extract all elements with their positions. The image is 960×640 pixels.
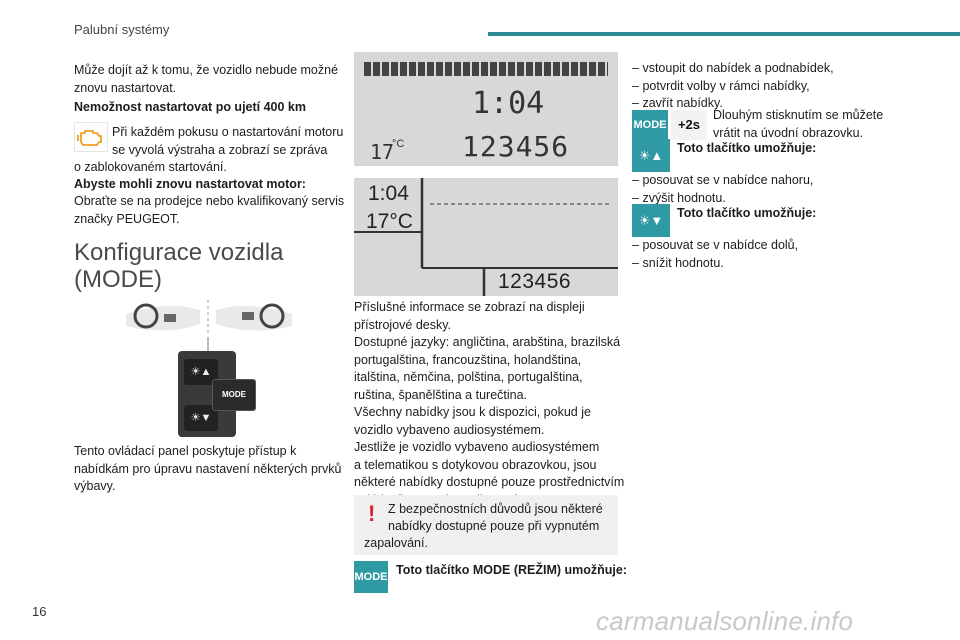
steering-wheel-illustration	[124, 298, 294, 338]
list-item: – posouvat se v nabídce dolů,	[632, 237, 798, 255]
text-line: přístrojové desky.	[354, 317, 452, 332]
lcd2-odometer: 123456	[498, 270, 572, 293]
list-item: – potvrdit volby v rámci nabídky,	[632, 78, 834, 96]
lights-up-button-icon: ☀▲	[632, 139, 670, 172]
list-item: – posouvat se v nabídce nahoru,	[632, 172, 813, 190]
lcd2-temp: 17°C	[366, 210, 413, 233]
section-title: Palubní systémy	[74, 22, 170, 37]
mode-button-icon: MODE	[354, 561, 388, 593]
safety-note-box	[354, 495, 618, 555]
text-line: Tento ovládací panel poskytuje přístup k	[74, 444, 297, 458]
control-panel-description	[74, 443, 342, 496]
page-number: 16	[32, 604, 47, 619]
text-line: nabídkám pro úpravu nastavení některých prvků	[74, 461, 342, 476]
intro-paragraph	[74, 62, 344, 97]
text-line: některé nabídky dostupné pouze prostřednictvím	[354, 475, 625, 489]
mode-functions-list	[632, 60, 834, 113]
text-line: vozidlo vybaveno audiosystémem.	[354, 422, 545, 437]
lcd-temp-unit: °C	[392, 138, 405, 150]
engine-warning-icon	[74, 122, 108, 152]
header-accent-bar	[488, 32, 960, 36]
lcd2-time: 1:04	[368, 182, 409, 205]
text-line: Jestliže je vozidlo vybaveno audiosystémem	[354, 440, 600, 454]
heading-line: Konfigurace vozidla	[74, 239, 284, 266]
text-line: Při každém pokusu o nastartování motoru	[112, 125, 344, 139]
restart-warning-text	[112, 124, 343, 159]
text-line: nabídky dostupné pouze při vypnutém	[388, 519, 600, 533]
lights-up-button-illustration: ☀▲	[184, 359, 218, 385]
text-line: a telematikou s dotykovou obrazovkou, jsou	[354, 457, 597, 472]
text-line: znovu nastartovat.	[74, 80, 177, 95]
text-line: o zablokovaném startování.	[74, 160, 227, 174]
list-item: – snížit hodnotu.	[632, 255, 798, 273]
lcd-display-1	[354, 52, 618, 166]
text-line: Z bezpečnostních důvodů jsou některé	[388, 502, 603, 516]
text-line: ruština, španělština a turečtina.	[354, 387, 528, 402]
text-line: Může dojít až k tomu, že vozidlo nebude možné	[74, 63, 339, 77]
display-info-paragraph	[354, 299, 624, 509]
heading-restart: Nemožnost nastartovat po ujetí 400 km	[74, 100, 307, 114]
heading-line: (MODE)	[74, 266, 162, 293]
text-line: Příslušné informace se zobrazí na displeji	[354, 300, 585, 314]
lcd-segment-bar	[364, 62, 608, 76]
heading-vehicle-config	[74, 239, 283, 293]
restart-instruction-text	[74, 193, 344, 228]
list-item: – vstoupit do nabídek a podnabídek,	[632, 60, 834, 78]
text-line: zapalování.	[364, 536, 428, 550]
lights-down-button-illustration: ☀▼	[184, 405, 218, 431]
text-line: italština, němčina, polština, portugalština,	[354, 370, 583, 384]
mode-button-description: Toto tlačítko MODE (REŽIM) umožňuje:	[396, 563, 627, 577]
mode-button-illustration: MODE	[212, 379, 256, 411]
up-button-title: Toto tlačítko umožňuje:	[677, 141, 817, 155]
list-item: – zvýšit hodnotu.	[632, 190, 813, 208]
long-press-text	[713, 107, 883, 142]
text-line: se vyvolá výstraha a zobrazí se zpráva	[112, 142, 328, 157]
exclamation-icon: !	[368, 501, 376, 526]
text-line: vrátit na úvodní obrazovku.	[713, 125, 864, 140]
lcd-odometer: 123456	[462, 130, 570, 163]
down-button-title: Toto tlačítko umožňuje:	[677, 206, 817, 220]
text-line: výbavy.	[74, 479, 116, 493]
text-line: Obraťte se na prodejce nebo kvalifikovaný servis	[74, 194, 345, 208]
mode-button-icon: MODE	[632, 110, 668, 140]
text-line: portugalština, francouzština, holandština,	[354, 352, 582, 367]
watermark: carmanualsonline.info	[596, 606, 854, 636]
lcd-display-2	[354, 178, 618, 296]
text-line: značky PEUGEOT.	[74, 211, 180, 226]
text-line: Všechny nabídky jsou k dispozici, pokud je	[354, 405, 591, 419]
lights-down-button-icon: ☀▼	[632, 204, 670, 237]
long-press-icon: +2s	[671, 110, 707, 140]
lcd-temp: 17	[370, 140, 395, 164]
list-item: – zavřít nabídky.	[632, 95, 834, 113]
text-line: Dlouhým stisknutím se můžete	[713, 108, 884, 122]
down-functions-list	[632, 237, 798, 272]
up-functions-list	[632, 172, 813, 207]
restart-instruction-heading: Abyste mohli znovu nastartovat motor:	[74, 177, 306, 191]
text-line: Dostupné jazyky: angličtina, arabština, brazilská	[354, 335, 621, 349]
lcd-time: 1:04	[472, 86, 545, 121]
